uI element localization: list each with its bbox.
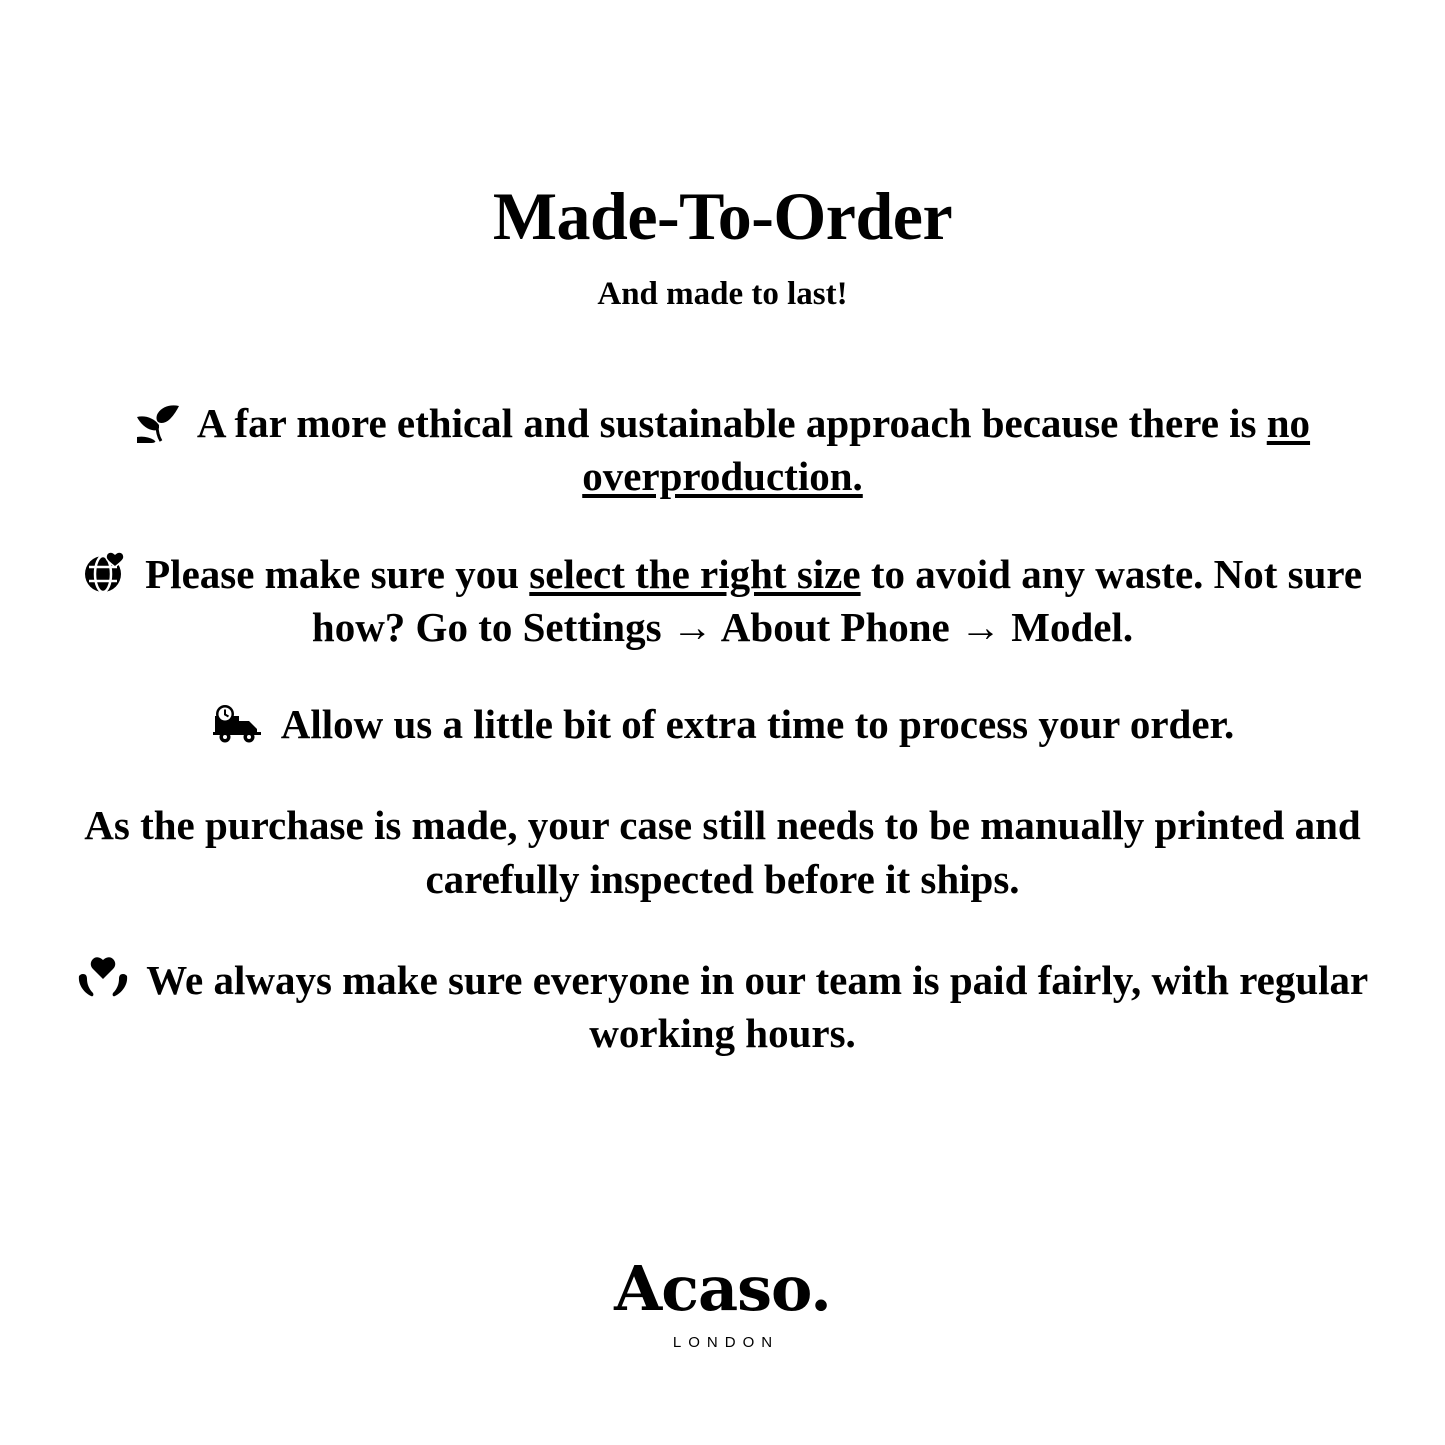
list-item-text-before: As the purchase is made, your case still needs to be manually printed and carefully inspected before it ships. [84, 802, 1361, 902]
list-item [53, 548, 1393, 655]
list-item-text-before: We always make sure everyone in our team is paid fairly, with regular working hours. [146, 957, 1369, 1057]
list-item-text-before: A far more ethical and sustainable approach because there is [196, 400, 1267, 446]
list-item-text-before: Please make sure you [145, 550, 530, 597]
list-item-emphasis: no overproduction. [582, 400, 1311, 500]
brand-logo-text: Acaso. [614, 1252, 831, 1325]
brand-footer [0, 1252, 1445, 1351]
list-item [53, 799, 1393, 906]
delivery-truck-clock-icon [211, 704, 265, 744]
list-item-emphasis: select the right size [529, 550, 861, 597]
bullet-list [53, 397, 1393, 1061]
list-item [53, 397, 1393, 504]
brand-location-text: LONDON [672, 1334, 780, 1351]
hands-heart-icon [77, 956, 129, 1000]
list-item [53, 698, 1393, 751]
globe-heart-icon [83, 550, 127, 594]
page-title: Made-To-Order [492, 178, 953, 254]
list-item-text-after: to avoid any waste. Not sure how? Go to Settings → About Phone → Model. [311, 550, 1363, 650]
list-item-text-before: Allow us a little bit of extra time to process your order. [280, 701, 1235, 748]
page-subtitle: And made to last! [597, 276, 848, 312]
seedling-icon [135, 403, 181, 443]
list-item [53, 954, 1393, 1061]
